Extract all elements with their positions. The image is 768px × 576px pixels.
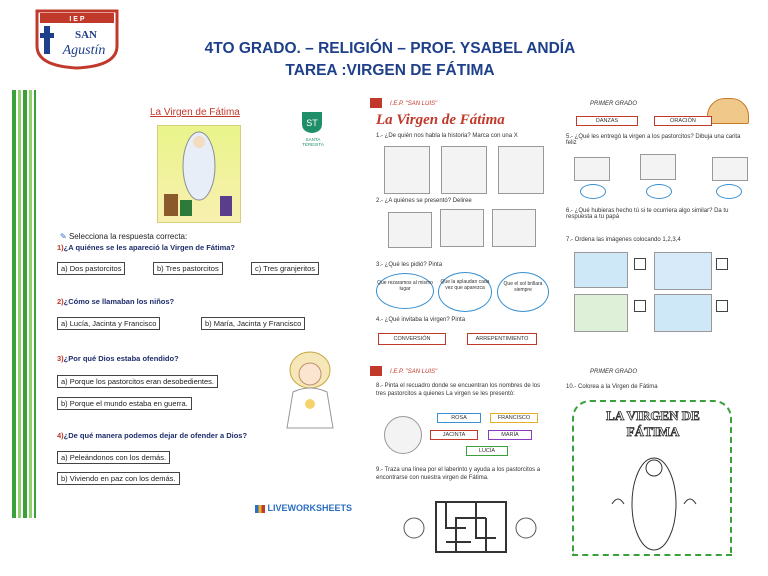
q1-option-a[interactable]: a) Dos pastorcitos	[57, 262, 125, 275]
right-q2-image-2[interactable]	[440, 209, 484, 247]
left-sheet-title: La Virgen de Fátima	[150, 107, 240, 118]
q7-number-box-4[interactable]	[716, 300, 728, 312]
liveworksheets-footer: LIVEWORKSHEETS	[255, 503, 352, 513]
q2-option-a[interactable]: a) Lucía, Jacinta y Francisco	[57, 317, 160, 330]
right-top-q2: 2.- ¿A quiénes se presentó? Deliree	[376, 198, 472, 204]
name-box-rosa[interactable]: ROSA	[437, 413, 481, 423]
header-title-line2: TAREA :VIRGEN DE FÁTIMA	[285, 62, 495, 79]
q4-option-a[interactable]: a) Peleándonos con los demás.	[57, 451, 170, 464]
question-1: 1)¿A quiénes se les apareció la Virgen de Fátima?	[57, 243, 235, 252]
virgin-fatima-picture	[157, 125, 241, 223]
santa-teresita-logo	[299, 110, 325, 140]
right-bottom-q9: 9.- Traza una línea por el laberinto y ayuda a los pastorcitos a encontrarse con nuestra virgen de Fátima.	[376, 467, 541, 481]
box-oracion[interactable]: ORACIÓN	[654, 116, 712, 126]
name-box-jacinta[interactable]: JACINTA	[430, 430, 478, 440]
q7-number-box-2[interactable]	[716, 258, 728, 270]
right-bottom-q10: 10.- Colorea a la Virgen de Fátima	[566, 384, 658, 390]
communion-girl-illustration	[275, 348, 345, 432]
right-q1-image-2[interactable]	[441, 146, 487, 194]
oval-option-3[interactable]: Que el sol brillara siempre	[497, 272, 549, 312]
right-top-q1: 1.- ¿De quién nos habla la historia? Marca con una X	[376, 133, 518, 139]
school-logo	[34, 8, 120, 70]
header-title-line1: 4TO GRADO. – RELIGIÓN – PROF. YSABEL ANDÍA	[204, 40, 576, 57]
school-crest-icon	[370, 98, 382, 108]
q7-image-3	[574, 294, 628, 332]
q1-option-c[interactable]: c) Tres granjeritos	[251, 262, 319, 275]
right-top-school: I.E.P. "SAN LUIS"	[390, 101, 438, 107]
q7-number-box-3[interactable]	[634, 300, 646, 312]
instruction-text: ✎ Selecciona la respuesta correcta:	[60, 232, 188, 241]
right-bottom-q8: 8.- Pinta el recuadro donde se encuentran los nombres de los tres pastorcitos a quienes La virgen se les presentó:	[376, 383, 541, 397]
virgin-coloring-drawing[interactable]	[604, 444, 704, 554]
right-top-grade: PRIMER GRADO	[590, 101, 638, 107]
name-box-lucia[interactable]: LUCÍA	[466, 446, 508, 456]
q4-option-b[interactable]: b) Viviendo en paz con los demás.	[57, 472, 180, 485]
liveworksheets-logo-icon	[255, 505, 265, 513]
q7-number-box-1[interactable]	[634, 258, 646, 270]
right-top-title: La Virgen de Fátima	[376, 112, 505, 128]
q7-image-2	[654, 252, 712, 290]
q3-option-a[interactable]: a) Porque los pastorcitos eran desobedientes.	[57, 375, 218, 388]
q5-answer-oval-3[interactable]	[716, 184, 742, 199]
question-3: 3)¿Por qué Dios estaba ofendido?	[57, 354, 179, 363]
box-danzas[interactable]: DANZAS	[576, 116, 638, 126]
q2-option-b[interactable]: b) María, Jacinta y Francisco	[201, 317, 305, 330]
green-stripe-border	[12, 90, 36, 518]
q5-answer-oval-1[interactable]	[580, 184, 606, 199]
q7-image-1	[574, 252, 628, 288]
q5-image-1	[574, 157, 610, 181]
svg-text:ST: ST	[306, 118, 318, 128]
pencil-icon: ✎	[60, 232, 67, 241]
coloring-title-2: FÁTIMA	[626, 424, 680, 439]
right-top-q4: 4.- ¿Qué invitaba la virgen? Pinta	[376, 317, 466, 323]
church-icon	[707, 98, 749, 124]
maze-puzzle[interactable]	[396, 498, 546, 556]
q5-image-2	[640, 154, 676, 180]
svg-text:I E P: I E P	[69, 16, 85, 23]
right-q2-image-1[interactable]	[388, 212, 432, 248]
santa-teresita-label: SANTA TERESITA	[302, 137, 324, 147]
right-q2-image-3[interactable]	[492, 209, 536, 247]
right-q1-image-3[interactable]	[498, 146, 544, 194]
q3-option-b[interactable]: b) Porque el mundo estaba en guerra.	[57, 397, 192, 410]
q5-answer-oval-2[interactable]	[646, 184, 672, 199]
q7-image-4	[654, 294, 712, 332]
q5-image-3	[712, 157, 748, 181]
name-box-francisco[interactable]: FRANCISCO	[490, 413, 538, 423]
q8-shepherds-picture	[384, 416, 422, 454]
right-top-q7: 7.- Ordena las imágenes colocando 1,2,3,4	[566, 237, 681, 243]
oval-option-2[interactable]: Que la aplaudan cada vez que aparezca	[438, 272, 492, 312]
right-top-q5: 5.- ¿Qué les entregó la virgen a los pastorcitos? Dibuja una carita feliz	[566, 134, 741, 146]
right-top-q3: 3.- ¿Qué les pidió? Pinta	[376, 262, 443, 268]
school-crest-icon-2	[370, 366, 382, 376]
oval-option-1[interactable]: Que rezaramos al mismo lugar	[376, 273, 434, 309]
right-top-q6: 6.- ¿Qué hubieras hecho tú si te ocurriera algo similar? Da tu respuesta a tu papá	[566, 208, 729, 220]
svg-text:SAN: SAN	[74, 29, 98, 41]
right-bottom-grade: PRIMER GRADO	[590, 369, 638, 375]
question-4: 4)¿De qué manera podemos dejar de ofender a Dios?	[57, 431, 248, 440]
name-box-maria[interactable]: MARÍA	[488, 430, 532, 440]
svg-text:Agustín: Agustín	[62, 43, 106, 58]
right-q1-image-1[interactable]	[384, 146, 430, 194]
box-conversion[interactable]: CONVERSIÓN	[378, 333, 446, 345]
coloring-title-1: LA VIRGEN DE	[606, 408, 700, 423]
right-bottom-school: I.E.P. "SAN LUIS"	[390, 369, 438, 375]
q1-option-b[interactable]: b) Tres pastorcitos	[153, 262, 223, 275]
question-2: 2)¿Cómo se llamaban los niños?	[57, 297, 175, 306]
box-arrepentimiento[interactable]: ARREPENTIMIENTO	[467, 333, 537, 345]
